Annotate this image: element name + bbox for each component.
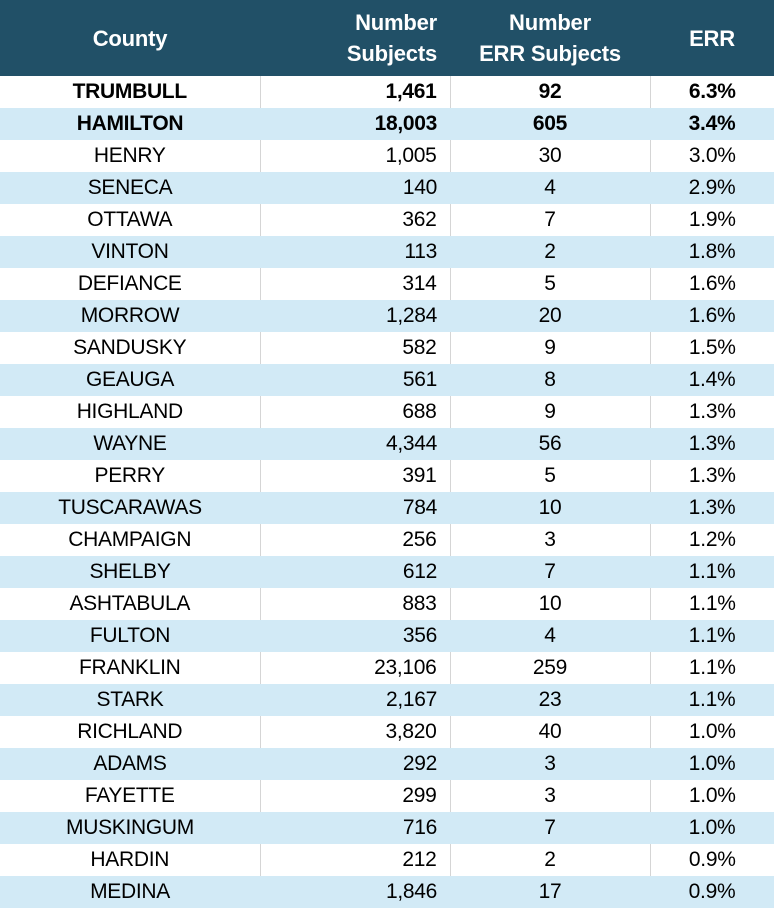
cell-err: 1.0%: [688, 816, 736, 839]
table-row: [0, 748, 774, 780]
cell-county: FRANKLIN: [79, 656, 181, 679]
cell-number-subjects: 1,005: [260, 140, 450, 172]
cell-number-subjects: 3,820: [260, 716, 450, 748]
cell-number-err-subjects: 3: [450, 524, 650, 556]
cell-number-subjects: 784: [402, 496, 437, 519]
cell-number-subjects: 292: [402, 752, 437, 775]
cell-number-subjects: 256: [260, 524, 450, 556]
cell-county: PERRY: [94, 464, 165, 487]
cell-county: HENRY: [93, 144, 166, 167]
header-number-subjects: [260, 0, 450, 76]
cell-number-err-subjects: 259: [450, 652, 650, 684]
cell-county: SENECA: [87, 176, 173, 199]
cell-county: MORROW: [80, 304, 180, 327]
cell-number-err-subjects: 5: [450, 268, 650, 300]
cell-county: TUSCARAWAS: [58, 496, 202, 519]
cell-err: 1.9%: [650, 204, 774, 236]
cell-err: 1.5%: [650, 332, 774, 364]
header-number-subjects-line1: Number: [355, 10, 437, 35]
table-row: [0, 876, 774, 908]
cell-county: ASHTABULA: [69, 592, 191, 615]
cell-number-err-subjects: 40: [450, 716, 650, 748]
cell-number-subjects: 299: [260, 780, 450, 812]
cell-number-err-subjects: 7: [544, 560, 556, 583]
cell-number-err-subjects: 30: [450, 140, 650, 172]
cell-number-err-subjects: 605: [532, 112, 568, 135]
cell-number-err-subjects: 17: [538, 880, 562, 903]
cell-county: GEAUGA: [85, 368, 175, 391]
table-row: [0, 76, 774, 108]
cell-county: FAYETTE: [84, 784, 175, 807]
cell-county: CHAMPAIGN: [68, 528, 192, 551]
cell-number-err-subjects: 5: [450, 460, 650, 492]
cell-number-err-subjects: 9: [450, 396, 650, 428]
cell-err: 3.4%: [688, 112, 736, 135]
cell-number-subjects: 883: [260, 588, 450, 620]
cell-county: HARDIN: [90, 848, 170, 871]
header-row: [0, 0, 774, 76]
cell-err: 1.0%: [688, 752, 736, 775]
table-row: [0, 812, 774, 844]
cell-err: 1.3%: [650, 460, 774, 492]
cell-number-subjects: 113: [404, 240, 437, 263]
table-row: [0, 140, 774, 172]
cell-county: TRUMBULL: [72, 80, 187, 103]
cell-number-subjects: 1,846: [385, 880, 437, 903]
cell-number-err-subjects: 8: [544, 368, 556, 391]
table-row: [0, 844, 774, 876]
header-number-err-subjects: [450, 0, 650, 76]
table-row: [0, 204, 774, 236]
cell-number-err-subjects: 4: [544, 624, 556, 647]
cell-err: 1.4%: [688, 368, 736, 391]
cell-err: 1.8%: [688, 240, 736, 263]
table-row: [0, 236, 774, 268]
cell-number-err-subjects: 2: [450, 844, 650, 876]
header-county: [0, 0, 260, 76]
cell-county: RICHLAND: [77, 720, 183, 743]
cell-number-err-subjects: 10: [450, 588, 650, 620]
cell-number-err-subjects: 2: [544, 240, 556, 263]
cell-number-subjects: 23,106: [260, 652, 450, 684]
cell-err: 1.1%: [650, 652, 774, 684]
cell-number-subjects: 716: [402, 816, 437, 839]
cell-err: 1.0%: [650, 716, 774, 748]
cell-number-subjects: 582: [260, 332, 450, 364]
cell-err: 0.9%: [650, 844, 774, 876]
cell-number-subjects: 1,461: [260, 76, 450, 108]
cell-number-err-subjects: 7: [450, 204, 650, 236]
header-err: [650, 0, 774, 76]
table-row: [0, 780, 774, 812]
header-number-err-subjects-line1: Number: [509, 10, 591, 35]
header-county-label: County: [92, 25, 168, 51]
cell-county: ADAMS: [93, 752, 167, 775]
table-row: [0, 620, 774, 652]
table-row: [0, 268, 774, 300]
cell-county: DEFIANCE: [77, 272, 182, 295]
cell-county: HAMILTON: [76, 112, 184, 135]
table-row: [0, 364, 774, 396]
cell-err: 1.1%: [688, 560, 736, 583]
cell-county: OTTAWA: [87, 208, 173, 231]
cell-err: 1.6%: [688, 304, 736, 327]
cell-county: VINTON: [91, 240, 169, 263]
cell-err: 1.3%: [688, 496, 736, 519]
cell-number-err-subjects: 7: [544, 816, 556, 839]
table-row: [0, 396, 774, 428]
table-row: [0, 332, 774, 364]
table-body: [0, 76, 774, 908]
cell-number-subjects: 391: [260, 460, 450, 492]
cell-err: 1.0%: [650, 780, 774, 812]
cell-county: STARK: [96, 688, 164, 711]
cell-number-err-subjects: 9: [450, 332, 650, 364]
cell-number-subjects: 140: [402, 176, 437, 199]
table-row: [0, 492, 774, 524]
cell-number-err-subjects: 3: [450, 780, 650, 812]
cell-number-err-subjects: 92: [450, 76, 650, 108]
table-row: [0, 716, 774, 748]
cell-county: HIGHLAND: [76, 400, 183, 423]
cell-err: 6.3%: [650, 76, 774, 108]
cell-err: 0.9%: [688, 880, 736, 903]
table-row: [0, 524, 774, 556]
cell-number-subjects: 561: [402, 368, 437, 391]
table-row: [0, 588, 774, 620]
table-row: [0, 300, 774, 332]
cell-county: WAYNE: [93, 432, 167, 455]
cell-number-err-subjects: 10: [538, 496, 562, 519]
cell-number-err-subjects: 3: [544, 752, 556, 775]
table-row: [0, 652, 774, 684]
cell-number-subjects: 18,003: [374, 112, 437, 135]
cell-err: 1.1%: [688, 688, 736, 711]
cell-number-subjects: 314: [260, 268, 450, 300]
table-row: [0, 172, 774, 204]
table-row: [0, 460, 774, 492]
header-err-label: ERR: [689, 25, 735, 51]
cell-number-subjects: 612: [402, 560, 437, 583]
cell-number-err-subjects: 4: [544, 176, 556, 199]
cell-err: 1.3%: [688, 432, 736, 455]
cell-county: MUSKINGUM: [66, 816, 194, 839]
cell-number-subjects: 362: [260, 204, 450, 236]
table-row: [0, 684, 774, 716]
cell-number-subjects: 2,167: [385, 688, 437, 711]
cell-number-subjects: 356: [402, 624, 437, 647]
cell-number-subjects: 4,344: [385, 432, 437, 455]
cell-number-subjects: 1,284: [385, 304, 437, 327]
cell-number-err-subjects: 56: [538, 432, 562, 455]
cell-number-err-subjects: 20: [538, 304, 562, 327]
header-number-err-subjects-line2: ERR Subjects: [479, 41, 621, 66]
cell-err: 1.6%: [650, 268, 774, 300]
cell-err: 1.1%: [688, 624, 736, 647]
table-row: [0, 108, 774, 140]
cell-number-subjects: 212: [260, 844, 450, 876]
cell-err: 1.1%: [650, 588, 774, 620]
table-row: [0, 556, 774, 588]
header-number-subjects-line2: Subjects: [346, 41, 437, 66]
cell-county: SHELBY: [89, 560, 171, 583]
cell-err: 1.2%: [650, 524, 774, 556]
cell-county: SANDUSKY: [73, 336, 187, 359]
table-header: [0, 0, 774, 76]
cell-number-err-subjects: 23: [538, 688, 562, 711]
cell-err: 1.3%: [650, 396, 774, 428]
cell-county: FULTON: [89, 624, 171, 647]
cell-err: 3.0%: [650, 140, 774, 172]
cell-number-subjects: 688: [260, 396, 450, 428]
cell-err: 2.9%: [688, 176, 736, 199]
cell-county: MEDINA: [90, 880, 170, 903]
table-row: [0, 428, 774, 460]
